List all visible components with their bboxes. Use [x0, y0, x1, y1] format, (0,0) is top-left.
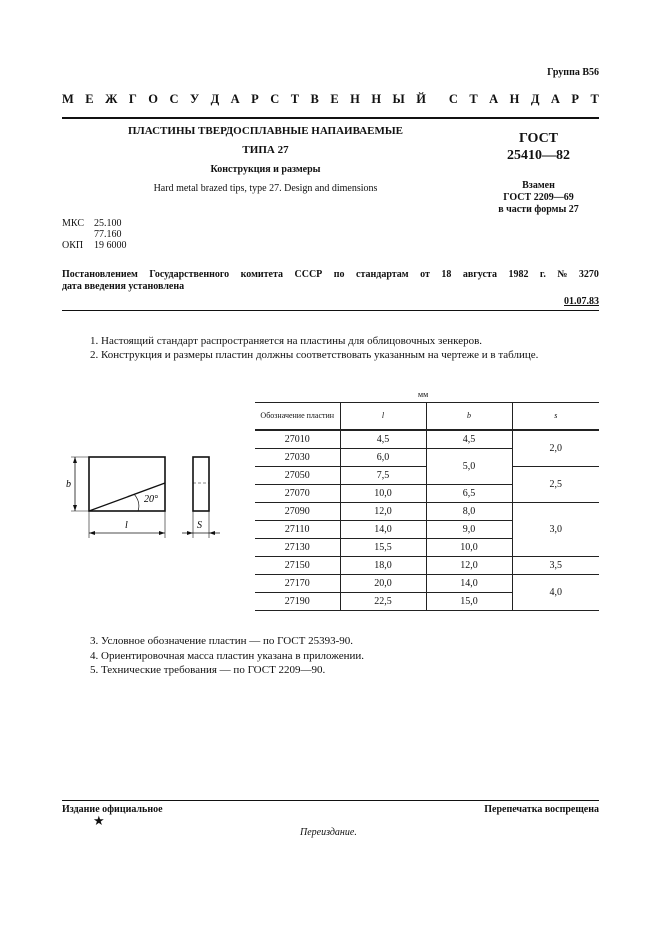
document-subtitle: Конструкция и размеры	[210, 164, 321, 175]
cell-l: 22,5	[340, 593, 426, 611]
banner-letter: Ж	[105, 92, 118, 106]
cell-l: 4,5	[340, 430, 426, 449]
cell-s: 2,0	[512, 430, 599, 467]
cell-code: 27030	[255, 449, 340, 467]
paragraph-5: 5. Технические требования — по ГОСТ 2209—90.	[90, 664, 326, 676]
cell-l: 6,0	[340, 449, 426, 467]
decree-word: по	[333, 269, 345, 280]
cell-s: 4,0	[512, 575, 599, 611]
decree-word: стандартам	[356, 269, 409, 280]
plate-drawing	[62, 448, 222, 538]
paragraph-3: 3. Условное обозначение пластин — по ГОСТ 25393-90.	[90, 635, 354, 647]
decree-word: 18	[441, 269, 452, 280]
star-icon: ★	[93, 813, 105, 828]
banner-letter: Т	[469, 92, 478, 106]
decree-text	[62, 269, 599, 293]
decree-word: от	[420, 269, 430, 280]
dimension-label-b: b	[66, 479, 71, 490]
units-label: мм	[418, 390, 429, 399]
arrow-head	[159, 531, 165, 535]
plate-side-view	[193, 457, 209, 511]
paragraph-1: 1. Настоящий стандарт распространяется на пластины для облицовочных зенкеров.	[90, 335, 483, 347]
cell-b: 8,0	[426, 503, 512, 521]
banner-letter: А	[550, 92, 560, 106]
banner-letter: Ы	[392, 92, 405, 106]
header-rule	[62, 117, 599, 119]
classification-row	[62, 229, 127, 240]
column-header-s: s	[512, 403, 599, 431]
banner-letter: А	[230, 92, 240, 106]
banner-letter: У	[189, 92, 200, 106]
section-rule	[62, 310, 599, 311]
cell-b: 10,0	[426, 539, 512, 557]
cell-code: 27170	[255, 575, 340, 593]
column-header-b: b	[426, 403, 512, 431]
column-header-designation: Обозначение пластин	[255, 403, 340, 431]
interstate-standard-banner	[62, 92, 599, 107]
decree-word: №	[557, 269, 568, 280]
decree-word: 3270	[578, 269, 599, 280]
table-row	[255, 430, 599, 449]
group-code: Группа В56	[547, 67, 599, 78]
arrow-head	[187, 531, 193, 535]
cell-code: 27130	[255, 539, 340, 557]
cell-code: 27150	[255, 557, 340, 575]
decree-word: комитета	[240, 269, 284, 280]
banner-letter: Д	[210, 92, 220, 106]
banner-letter: Т	[590, 92, 599, 106]
banner-letter: Р	[571, 92, 580, 106]
banner-letter: Н	[509, 92, 520, 106]
cell-b: 4,5	[426, 430, 512, 449]
banner-letter: М	[62, 92, 74, 106]
cell-l: 18,0	[340, 557, 426, 575]
classification-value: 19 6000	[94, 240, 127, 251]
effective-date: 01.07.83	[564, 296, 599, 307]
classification-codes	[62, 218, 127, 251]
decree-word: г.	[539, 269, 546, 280]
banner-letter: Т	[290, 92, 300, 106]
arrow-head	[73, 457, 77, 463]
dimension-label-s: S	[197, 520, 202, 531]
cell-l: 14,0	[340, 521, 426, 539]
arrow-head	[209, 531, 215, 535]
column-header-l: l	[340, 403, 426, 431]
replaces-label: Взамен	[522, 180, 555, 191]
decree-word: СССР	[294, 269, 323, 280]
angle-label: 20°	[144, 494, 158, 505]
banner-letter: Г	[128, 92, 137, 106]
gost-designation	[478, 131, 599, 164]
cell-b: 5,0	[426, 449, 512, 485]
cell-code: 27010	[255, 430, 340, 449]
banner-letter: Е	[85, 92, 94, 106]
arrow-head	[89, 531, 95, 535]
decree-line2: дата введения установлена	[62, 281, 185, 292]
banner-letter: О	[148, 92, 159, 106]
decree-word: 1982	[508, 269, 529, 280]
replaces-block	[478, 180, 599, 216]
dimensions-table	[255, 402, 599, 611]
cell-code: 27050	[255, 467, 340, 485]
paragraph-2: 2. Конструкция и размеры пластин должны соответствовать указанным на чертеже и в таблице.	[90, 349, 539, 361]
footer-rule	[62, 800, 599, 801]
cell-s: 2,5	[512, 467, 599, 503]
cell-s: 3,5	[512, 557, 599, 575]
classification-value: 25.100	[94, 218, 122, 229]
replaces-standard: ГОСТ 2209—69	[503, 192, 574, 203]
cell-code: 27070	[255, 485, 340, 503]
decree-word: Постановлением	[62, 269, 138, 280]
classification-value: 77.160	[94, 229, 122, 240]
decree-line	[62, 269, 599, 281]
banner-letter: С	[169, 92, 179, 106]
gost-label: ГОСТ	[518, 131, 559, 146]
table-header-row	[255, 403, 599, 431]
cell-code: 27090	[255, 503, 340, 521]
banner-letter: Н	[350, 92, 360, 106]
banner-letter: В	[310, 92, 319, 106]
classification-key	[62, 229, 94, 240]
cell-l: 10,0	[340, 485, 426, 503]
banner-letter: Д	[530, 92, 540, 106]
decree-word: Государственного	[149, 269, 230, 280]
classification-row	[62, 240, 127, 251]
dimension-label-l: l	[125, 520, 128, 531]
table-row	[255, 557, 599, 575]
banner-letter: С	[270, 92, 280, 106]
banner-letter: А	[489, 92, 499, 106]
english-title: Hard metal brazed tips, type 27. Design and dimensions	[153, 183, 378, 194]
banner-letter: С	[448, 92, 458, 106]
cell-l: 20,0	[340, 575, 426, 593]
banner-letter: Е	[330, 92, 339, 106]
cell-b: 9,0	[426, 521, 512, 539]
paragraph-4: 4. Ориентировочная масса пластин указана в приложении.	[90, 650, 364, 662]
official-edition-label: Издание официальное	[62, 804, 163, 815]
arrow-head	[73, 505, 77, 511]
gost-number: 25410—82	[507, 148, 570, 163]
classification-row	[62, 218, 127, 229]
angle-arc	[134, 494, 139, 511]
cell-code: 27110	[255, 521, 340, 539]
cell-b: 15,0	[426, 593, 512, 611]
reprint-prohibited-label: Перепечатка воспрещена	[484, 804, 599, 815]
reissue-label: Переиздание.	[300, 827, 357, 838]
cell-b: 12,0	[426, 557, 512, 575]
document-title: ПЛАСТИНЫ ТВЕРДОСПЛАВНЫЕ НАПАИВАЕМЫЕ	[127, 125, 404, 137]
classification-key: ОКП	[62, 240, 84, 251]
cell-b: 6,5	[426, 485, 512, 503]
cell-s: 3,0	[512, 503, 599, 557]
banner-letter: Н	[371, 92, 382, 106]
classification-key: МКС	[62, 218, 84, 229]
cell-l: 12,0	[340, 503, 426, 521]
banner-letter: Р	[251, 92, 259, 106]
table-row	[255, 575, 599, 593]
decree-word: августа	[462, 269, 497, 280]
replaces-part: в части формы 27	[498, 204, 579, 215]
banner-letter: Й	[416, 92, 426, 106]
cell-l: 7,5	[340, 467, 426, 485]
cell-code: 27190	[255, 593, 340, 611]
cell-l: 15,5	[340, 539, 426, 557]
cell-b: 14,0	[426, 575, 512, 593]
document-title-type: ТИПА 27	[242, 144, 289, 156]
table-row	[255, 503, 599, 521]
